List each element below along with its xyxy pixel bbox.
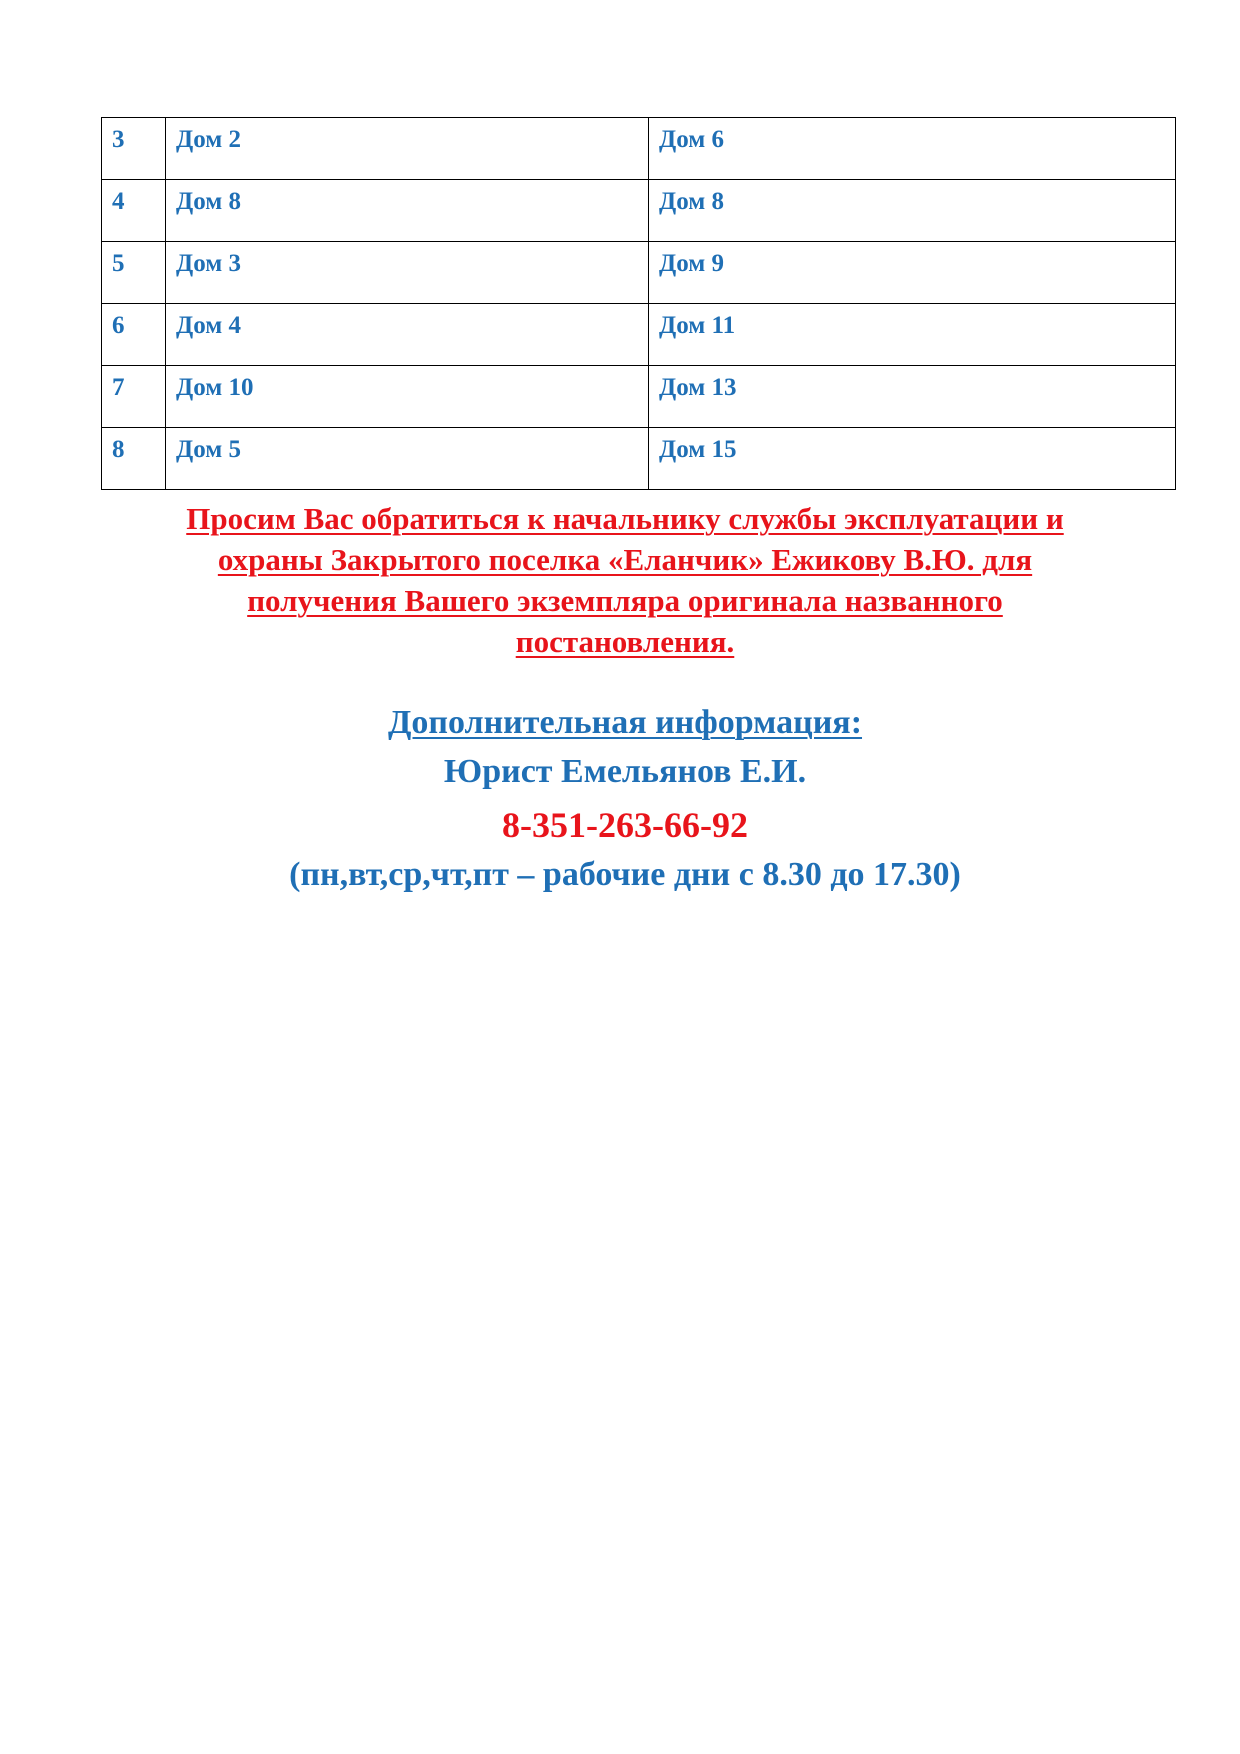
notice-line: Просим Вас обратиться к начальнику службы эксплуатации и xyxy=(186,501,1064,536)
additional-info-heading: Дополнительная информация: xyxy=(387,704,863,741)
row-number: 5 xyxy=(102,242,166,304)
house-left: Дом 2 xyxy=(166,118,649,180)
notice-line: получения Вашего экземпляра оригинала названного xyxy=(247,583,1003,618)
working-hours: (пн,вт,ср,чт,пт – рабочие дни с 8.30 до 17.30) xyxy=(289,856,961,893)
lawyer-name: Юрист Емельянов Е.И. xyxy=(443,753,807,790)
house-right: Дом 11 xyxy=(649,304,1176,366)
house-right: Дом 15 xyxy=(649,428,1176,490)
table-row xyxy=(102,366,1176,428)
house-right: Дом 6 xyxy=(649,118,1176,180)
table-row xyxy=(102,304,1176,366)
notice-line: постановления. xyxy=(515,624,735,659)
house-left: Дом 3 xyxy=(166,242,649,304)
notice-paragraph xyxy=(80,498,1170,662)
table-row xyxy=(102,180,1176,242)
row-number: 8 xyxy=(102,428,166,490)
house-right: Дом 13 xyxy=(649,366,1176,428)
house-right: Дом 8 xyxy=(649,180,1176,242)
house-left: Дом 4 xyxy=(166,304,649,366)
house-right: Дом 9 xyxy=(649,242,1176,304)
row-number: 6 xyxy=(102,304,166,366)
house-left: Дом 8 xyxy=(166,180,649,242)
table-row xyxy=(102,428,1176,490)
houses-table xyxy=(101,117,1176,490)
table-row xyxy=(102,118,1176,180)
house-left: Дом 10 xyxy=(166,366,649,428)
table-row xyxy=(102,242,1176,304)
row-number: 4 xyxy=(102,180,166,242)
notice-line: охраны Закрытого поселка «Еланчик» Ежикову В.Ю. для xyxy=(217,542,1033,577)
row-number: 7 xyxy=(102,366,166,428)
row-number: 3 xyxy=(102,118,166,180)
phone-number: 8-351-263-66-92 xyxy=(502,805,748,845)
house-left: Дом 5 xyxy=(166,428,649,490)
